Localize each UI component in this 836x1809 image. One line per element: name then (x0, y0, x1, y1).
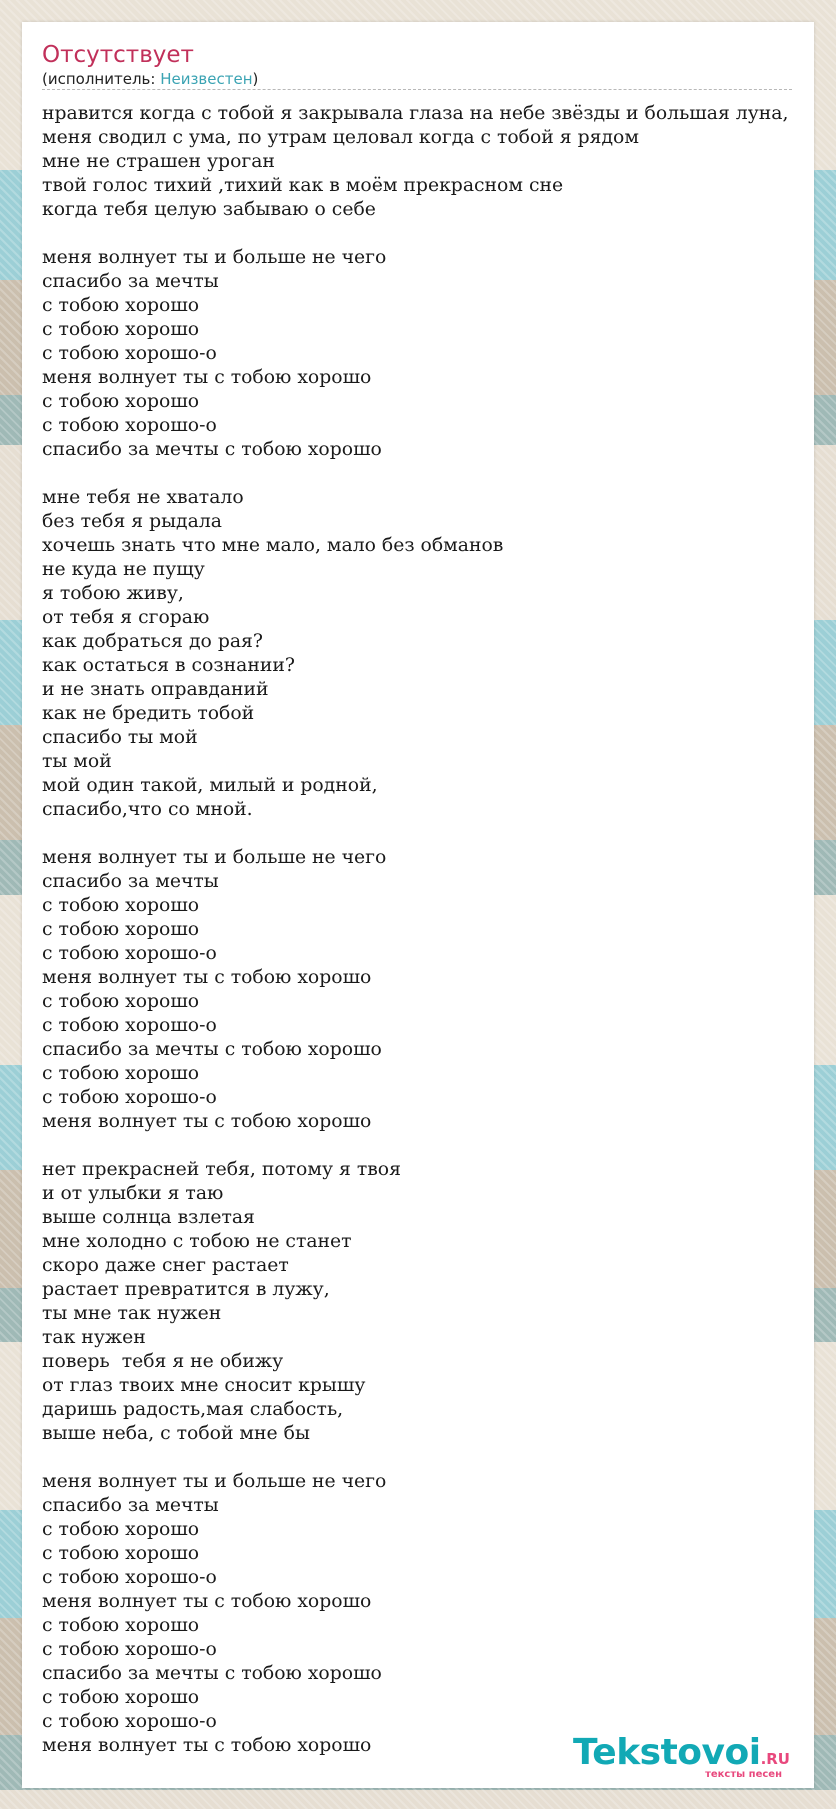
lyrics-line: меня волнует ты и больше не чего (42, 1471, 387, 1492)
lyrics-line: с тобою хорошо-о (42, 343, 217, 364)
lyrics-line: с тобою хорошо (42, 1687, 200, 1708)
lyrics-line: нет прекрасней тебя, потому я твоя (42, 1159, 401, 1180)
lyrics-line: с тобою хорошо (42, 991, 200, 1012)
lyrics-line: твой голос тихий ,тихий как в моём прекрасном сне (42, 175, 564, 196)
lyrics-text (42, 102, 812, 1758)
lyrics-line: с тобою хорошо-о (42, 1087, 217, 1108)
song-title: Отсутствует (42, 42, 194, 68)
lyrics-line: спасибо за мечты (42, 871, 219, 892)
lyrics-line: с тобою хорошо (42, 1519, 200, 1540)
lyrics-line: от тебя я сгораю (42, 607, 210, 628)
lyrics-blank-line (42, 1446, 812, 1470)
lyrics-blank-line (42, 222, 812, 246)
lyrics-line: меня волнует ты и больше не чего (42, 247, 387, 268)
lyrics-line: как не бредить тобой (42, 703, 255, 724)
lyrics-line: даришь радость,мая слабость, (42, 1399, 344, 1420)
artist-line (42, 70, 258, 88)
lyrics-line: меня волнует ты с тобою хорошо (42, 1111, 372, 1132)
lyrics-card (22, 22, 814, 1788)
logo-brand: Tekstovoi (573, 1732, 761, 1773)
lyrics-line: выше неба, с тобой мне бы (42, 1423, 310, 1444)
lyrics-line: с тобою хорошо (42, 1615, 200, 1636)
lyrics-line: спасибо за мечты с тобою хорошо (42, 1039, 382, 1060)
lyrics-line: не куда не пущу (42, 559, 205, 580)
lyrics-line: мне холодно с тобою не станет (42, 1231, 352, 1252)
title-divider (42, 89, 792, 90)
lyrics-line: меня волнует ты и больше не чего (42, 847, 387, 868)
lyrics-line: мой один такой, милый и родной, (42, 775, 378, 796)
lyrics-line: растает превратится в лужу, (42, 1279, 330, 1300)
lyrics-line: с тобою хорошо (42, 919, 200, 940)
lyrics-line: без тебя я рыдала (42, 511, 222, 532)
lyrics-line: ты мне так нужен (42, 1303, 222, 1324)
lyrics-line: скоро даже снег растает (42, 1255, 289, 1276)
lyrics-line: с тобою хорошо (42, 391, 200, 412)
lyrics-blank-line (42, 462, 812, 486)
lyrics-line: с тобою хорошо (42, 1063, 200, 1084)
lyrics-line: от глаз твоих мне сносит крышу (42, 1375, 366, 1396)
lyrics-line: с тобою хорошо-о (42, 1015, 217, 1036)
lyrics-line: как добраться до рая? (42, 631, 263, 652)
lyrics-line: спасибо ты мой (42, 727, 198, 748)
lyrics-line: меня волнует ты с тобою хорошо (42, 967, 372, 988)
lyrics-line: с тобою хорошо-о (42, 943, 217, 964)
lyrics-line: мне не страшен уроган (42, 151, 275, 172)
lyrics-line: хочешь знать что мне мало, мало без обманов (42, 535, 504, 556)
lyrics-line: мне тебя не хватало (42, 487, 244, 508)
lyrics-line: и не знать оправданий (42, 679, 269, 700)
artist-suffix: ) (252, 70, 259, 88)
lyrics-line: нравится когда с тобой я закрывала глаза на небе звёзды и большая луна, (42, 103, 789, 124)
lyrics-line: выше солнца взлетая (42, 1207, 255, 1228)
logo-tagline: тексты песен (705, 1769, 782, 1780)
lyrics-line: я тобою живу, (42, 583, 184, 604)
lyrics-line: с тобою хорошо-о (42, 1639, 217, 1660)
lyrics-line: с тобою хорошо (42, 1543, 200, 1564)
lyrics-line: с тобою хорошо (42, 895, 200, 916)
lyrics-line: с тобою хорошо-о (42, 415, 217, 436)
lyrics-line: меня сводил с ума, по утрам целовал когда с тобой я рядом (42, 127, 639, 148)
lyrics-line: спасибо за мечты (42, 271, 219, 292)
lyrics-line: когда тебя целую забываю о себе (42, 199, 376, 220)
lyrics-line: меня волнует ты с тобою хорошо (42, 1735, 372, 1756)
lyrics-line: ты мой (42, 751, 112, 772)
lyrics-line: с тобою хорошо (42, 295, 200, 316)
lyrics-line: меня волнует ты с тобою хорошо (42, 367, 372, 388)
lyrics-line: спасибо за мечты с тобою хорошо (42, 439, 382, 460)
lyrics-line: спасибо за мечты с тобою хорошо (42, 1663, 382, 1684)
logo-tld: .RU (760, 1750, 790, 1768)
lyrics-line: как остаться в сознании? (42, 655, 295, 676)
lyrics-line: с тобою хорошо (42, 319, 200, 340)
lyrics-line: с тобою хорошо-о (42, 1711, 217, 1732)
lyrics-line: так нужен (42, 1327, 146, 1348)
lyrics-line: и от улыбки я таю (42, 1183, 224, 1204)
artist-prefix: (исполнитель: (42, 70, 161, 88)
lyrics-line: спасибо за мечты (42, 1495, 219, 1516)
lyrics-line: с тобою хорошо-о (42, 1567, 217, 1588)
lyrics-line: меня волнует ты с тобою хорошо (42, 1591, 372, 1612)
lyrics-blank-line (42, 1134, 812, 1158)
lyrics-blank-line (42, 822, 812, 846)
lyrics-line: поверь тебя я не обижу (42, 1351, 284, 1372)
site-logo[interactable] (573, 1732, 790, 1780)
lyrics-line: спасибо,что со мной. (42, 799, 253, 820)
artist-link[interactable]: Неизвестен (160, 70, 253, 88)
